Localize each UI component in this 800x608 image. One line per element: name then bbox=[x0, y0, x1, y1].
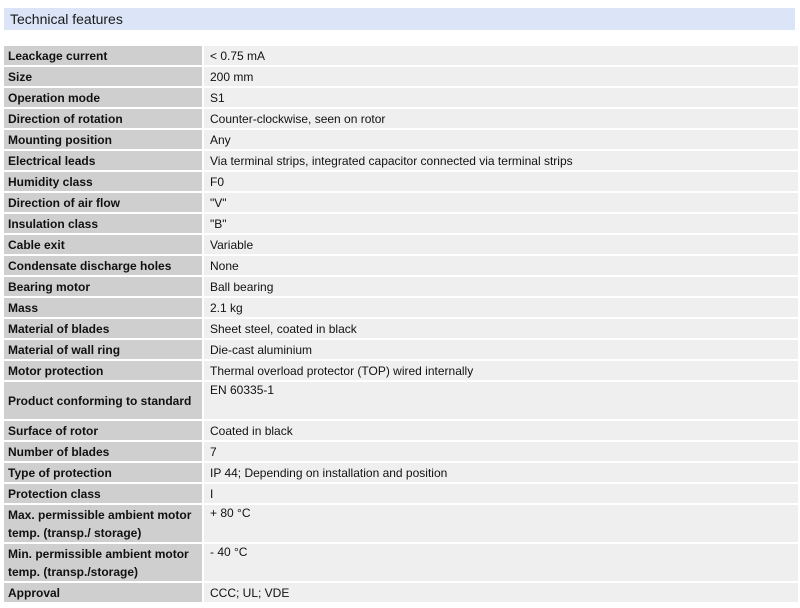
table-row bbox=[4, 484, 798, 503]
row-value: 2.1 kg bbox=[204, 298, 798, 317]
row-label: Electrical leads bbox=[4, 151, 204, 170]
row-value: Sheet steel, coated in black bbox=[204, 319, 798, 338]
table-row bbox=[4, 382, 798, 419]
table-row bbox=[4, 172, 798, 191]
row-label: Motor protection bbox=[4, 361, 204, 380]
row-value: Variable bbox=[204, 235, 798, 254]
row-value: EN 60335-1 bbox=[204, 382, 798, 419]
row-label: Humidity class bbox=[4, 172, 204, 191]
table-row bbox=[4, 256, 798, 275]
row-label: Surface of rotor bbox=[4, 421, 204, 440]
row-value: I bbox=[204, 484, 798, 503]
row-label: Condensate discharge holes bbox=[4, 256, 204, 275]
row-label: Number of blades bbox=[4, 442, 204, 461]
row-label: Type of protection bbox=[4, 463, 204, 482]
row-value: Thermal overload protector (TOP) wired internally bbox=[204, 361, 798, 380]
table-row bbox=[4, 151, 798, 170]
row-label: Material of blades bbox=[4, 319, 204, 338]
row-value: IP 44; Depending on installation and position bbox=[204, 463, 798, 482]
table-row bbox=[4, 235, 798, 254]
row-value: CCC; UL; VDE bbox=[204, 583, 798, 602]
row-label: Direction of rotation bbox=[4, 109, 204, 128]
row-value: Ball bearing bbox=[204, 277, 798, 296]
table-row bbox=[4, 319, 798, 338]
row-value: None bbox=[204, 256, 798, 275]
row-label: Mass bbox=[4, 298, 204, 317]
table-row bbox=[4, 442, 798, 461]
row-value: Counter-clockwise, seen on rotor bbox=[204, 109, 798, 128]
row-label: Size bbox=[4, 67, 204, 86]
table-row bbox=[4, 463, 798, 482]
table-row bbox=[4, 421, 798, 440]
table-row bbox=[4, 109, 798, 128]
row-value: F0 bbox=[204, 172, 798, 191]
table-row bbox=[4, 340, 798, 359]
row-value: "V" bbox=[204, 193, 798, 212]
row-label: Leackage current bbox=[4, 46, 204, 65]
table-row bbox=[4, 214, 798, 233]
table-row bbox=[4, 67, 798, 86]
table-row bbox=[4, 193, 798, 212]
row-value: - 40 °C bbox=[204, 544, 798, 581]
row-value: 7 bbox=[204, 442, 798, 461]
row-label: Operation mode bbox=[4, 88, 204, 107]
row-value: + 80 °C bbox=[204, 505, 798, 542]
row-label: Bearing motor bbox=[4, 277, 204, 296]
table-row bbox=[4, 130, 798, 149]
row-value: < 0.75 mA bbox=[204, 46, 798, 65]
table-row bbox=[4, 505, 798, 542]
row-label: Approval bbox=[4, 583, 204, 602]
row-label: Min. permissible ambient motor temp. (transp./storage) bbox=[4, 544, 204, 581]
row-value: Any bbox=[204, 130, 798, 149]
row-label: Product conforming to standard bbox=[4, 382, 204, 419]
table-row bbox=[4, 46, 798, 65]
row-label: Protection class bbox=[4, 484, 204, 503]
section-header bbox=[4, 8, 795, 30]
row-value: 200 mm bbox=[204, 67, 798, 86]
row-label: Mounting position bbox=[4, 130, 204, 149]
table-row bbox=[4, 583, 798, 602]
row-label: Max. permissible ambient motor temp. (transp./ storage) bbox=[4, 505, 204, 542]
technical-features-table bbox=[4, 44, 798, 604]
row-label: Direction of air flow bbox=[4, 193, 204, 212]
table-row bbox=[4, 361, 798, 380]
row-label: Material of wall ring bbox=[4, 340, 204, 359]
section-title: Technical features bbox=[10, 11, 123, 27]
row-label: Cable exit bbox=[4, 235, 204, 254]
table-row bbox=[4, 298, 798, 317]
row-label: Insulation class bbox=[4, 214, 204, 233]
row-value: Die-cast aluminium bbox=[204, 340, 798, 359]
table-row bbox=[4, 544, 798, 581]
row-value: "B" bbox=[204, 214, 798, 233]
row-value: Coated in black bbox=[204, 421, 798, 440]
table-row bbox=[4, 88, 798, 107]
row-value: S1 bbox=[204, 88, 798, 107]
table-row bbox=[4, 277, 798, 296]
row-value: Via terminal strips, integrated capacitor connected via terminal strips bbox=[204, 151, 798, 170]
